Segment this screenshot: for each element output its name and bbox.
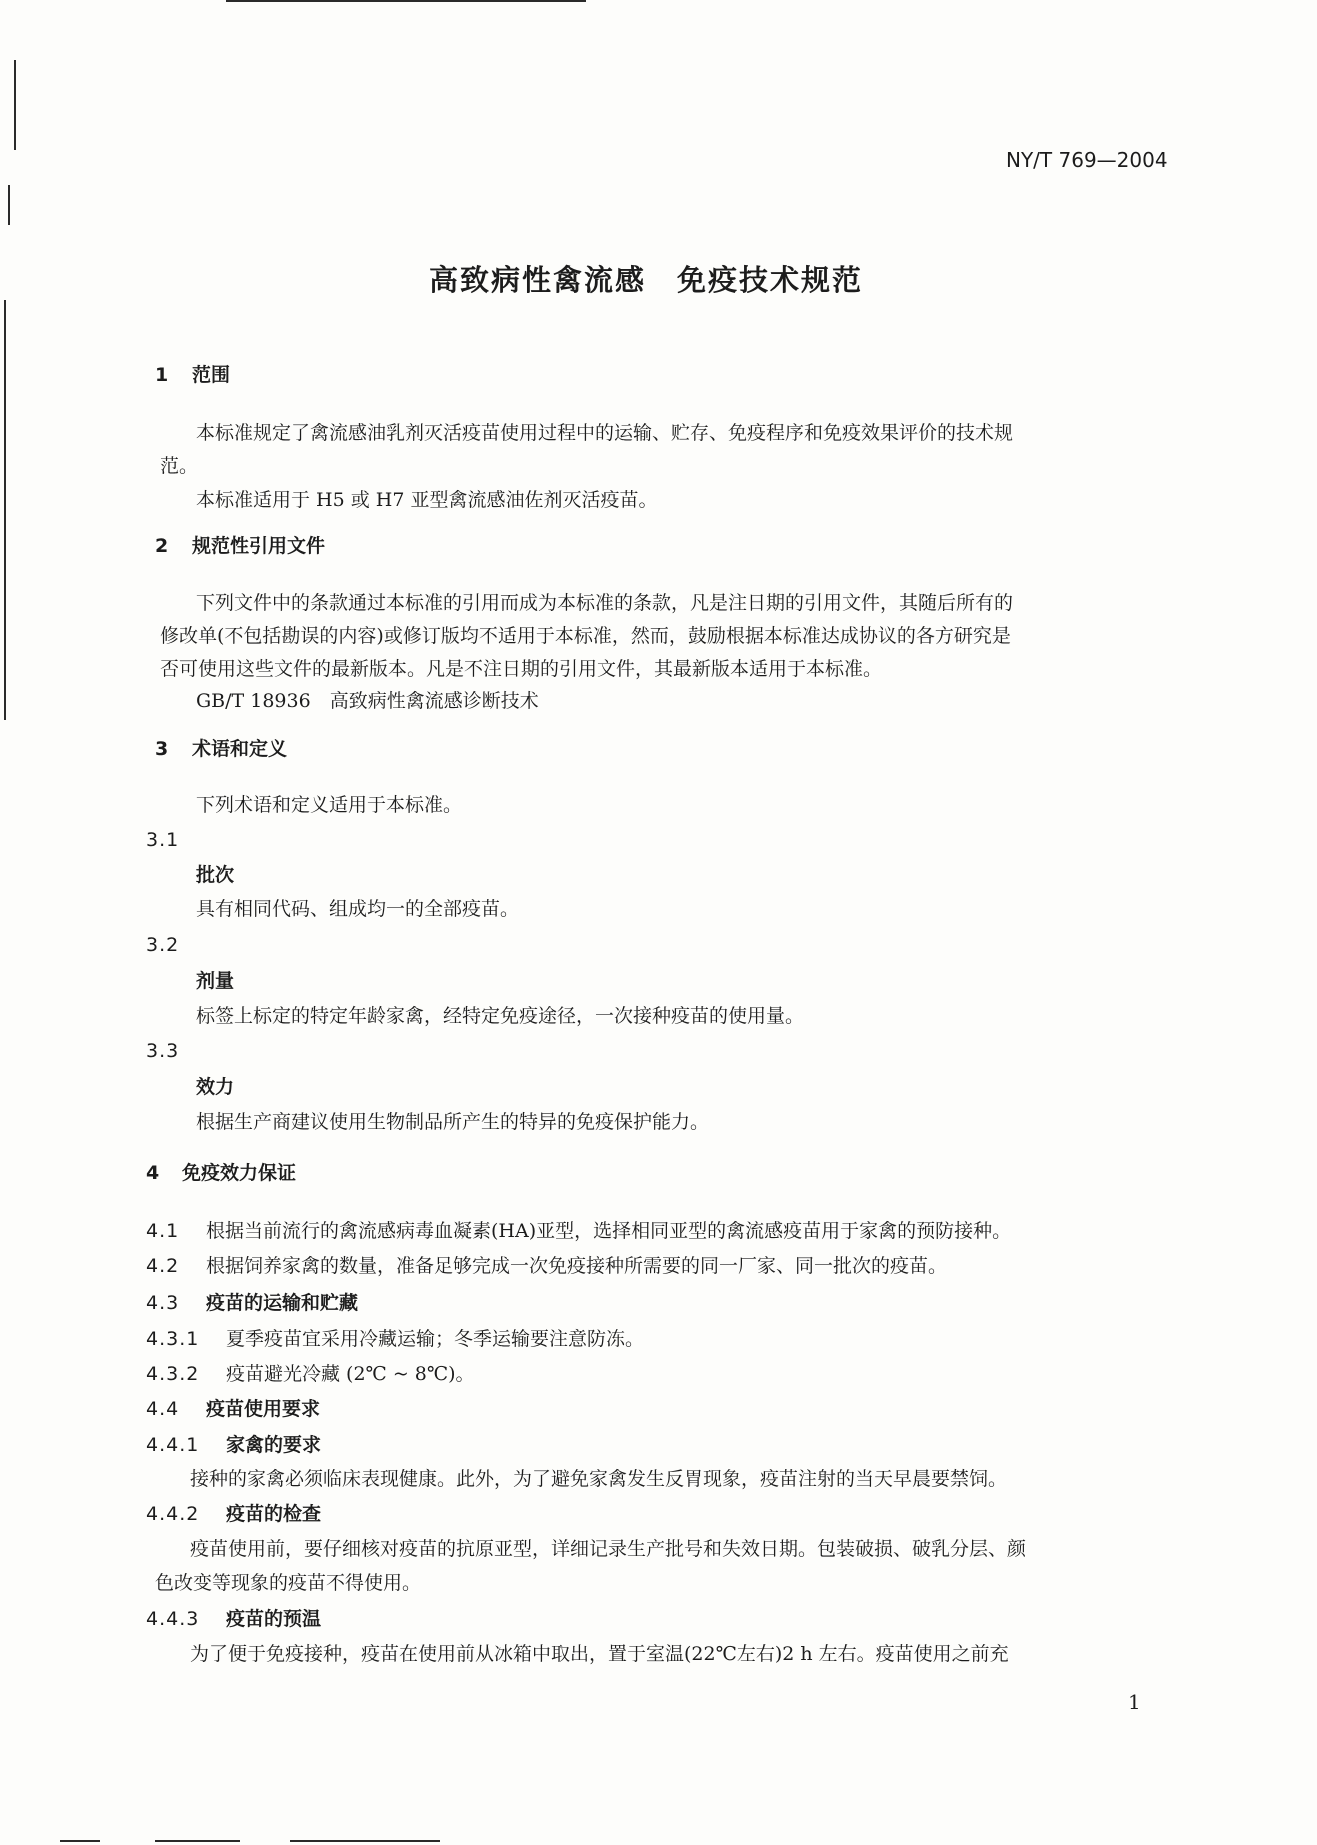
section-2-paragraph-line: 下列文件中的条款通过本标准的引用而成为本标准的条款，凡是注日期的引用文件，其随后所有的 [196, 592, 1014, 614]
clause-number: 4.3.2 [146, 1363, 200, 1385]
scan-edge-bottom-3 [290, 1840, 440, 1842]
clause-text: 疫苗避光冷藏 (2℃ ~ 8℃)。 [226, 1363, 475, 1385]
section-1-paragraph-line: 本标准规定了禽流感油乳剂灭活疫苗使用过程中的运输、贮存、免疫程序和免疫效果评价的技术规 [196, 422, 1014, 444]
scan-edge-top [226, 0, 586, 2]
term-number: 3.1 [146, 829, 180, 851]
clause-title: 疫苗的运输和贮藏 [206, 1292, 359, 1314]
clause-text-line: 疫苗使用前，要仔细核对疫苗的抗原亚型，详细记录生产批号和失效日期。包装破损、破乳分层、颜 [190, 1538, 1027, 1560]
section-3-intro: 下列术语和定义适用于本标准。 [196, 794, 463, 816]
term-definition: 具有相同代码、组成均一的全部疫苗。 [196, 898, 520, 920]
section-2-paragraph-line: 修改单(不包括勘误的内容)或修订版均不适用于本标准，然而，鼓励根据本标准达成协议的各方研究是 [160, 625, 1011, 647]
section-1-number: 1 [155, 364, 169, 386]
term-number: 3.2 [146, 934, 180, 956]
section-1-paragraph: 本标准适用于 H5 或 H7 亚型禽流感油佐剂灭活疫苗。 [196, 489, 658, 511]
clause-number: 4.4 [146, 1398, 180, 1420]
scan-edge-left-1 [14, 60, 16, 150]
section-2-title: 规范性引用文件 [192, 535, 326, 557]
section-2-paragraph-line: 否可使用这些文件的最新版本。凡是不注日期的引用文件，其最新版本适用于本标准。 [160, 658, 883, 680]
scan-edge-left-3 [4, 300, 6, 720]
scan-edge-bottom-2 [155, 1840, 240, 1842]
section-2-number: 2 [155, 535, 169, 557]
clause-number: 4.4.2 [146, 1503, 200, 1525]
clause-number: 4.3 [146, 1292, 180, 1314]
scan-edge-left-2 [8, 185, 10, 225]
term-number: 3.3 [146, 1040, 180, 1062]
normative-reference: GB/T 18936 高致病性禽流感诊断技术 [196, 690, 539, 712]
clause-text: 为了便于免疫接种，疫苗在使用前从冰箱中取出，置于室温(22℃左右)2 h 左右。疫苗使用之前充 [190, 1643, 1009, 1665]
section-4-title: 免疫效力保证 [182, 1162, 297, 1184]
term-name: 剂量 [196, 970, 235, 992]
clause-number: 4.1 [146, 1220, 180, 1242]
section-1-title: 范围 [192, 364, 231, 386]
scan-edge-bottom-1 [60, 1840, 100, 1842]
clause-number: 4.4.1 [146, 1434, 200, 1456]
term-name: 批次 [196, 864, 235, 886]
document-title: 高致病性禽流感 免疫技术规范 [429, 263, 864, 297]
term-name: 效力 [196, 1076, 235, 1098]
clause-text-line: 色改变等现象的疫苗不得使用。 [155, 1572, 422, 1594]
clause-number: 4.2 [146, 1255, 180, 1277]
clause-number: 4.3.1 [146, 1328, 200, 1350]
clause-number: 4.4.3 [146, 1608, 200, 1630]
term-definition: 根据生产商建议使用生物制品所产生的特异的免疫保护能力。 [196, 1111, 710, 1133]
clause-title: 疫苗的预温 [226, 1608, 322, 1630]
clause-title: 家禽的要求 [226, 1434, 322, 1456]
standard-code: NY/T 769—2004 [1006, 148, 1168, 172]
term-definition: 标签上标定的特定年龄家禽，经特定免疫途径，一次接种疫苗的使用量。 [196, 1005, 805, 1027]
section-3-title: 术语和定义 [192, 738, 288, 760]
clause-text: 接种的家禽必须临床表现健康。此外，为了避免家禽发生反胃现象，疫苗注射的当天早晨要禁饲。 [190, 1468, 1008, 1490]
clause-title: 疫苗的检查 [226, 1503, 322, 1525]
section-1-paragraph-line: 范。 [160, 455, 199, 477]
clause-text: 夏季疫苗宜采用冷藏运输；冬季运输要注意防冻。 [226, 1328, 645, 1350]
clause-text: 根据饲养家禽的数量，准备足够完成一次免疫接种所需要的同一厂家、同一批次的疫苗。 [206, 1255, 948, 1277]
section-4-number: 4 [146, 1162, 160, 1184]
clause-text: 根据当前流行的禽流感病毒血凝素(HA)亚型，选择相同亚型的禽流感疫苗用于家禽的预防接种。 [206, 1220, 1012, 1242]
page-number: 1 [1128, 1690, 1141, 1714]
section-3-number: 3 [155, 738, 169, 760]
clause-title: 疫苗使用要求 [206, 1398, 321, 1420]
